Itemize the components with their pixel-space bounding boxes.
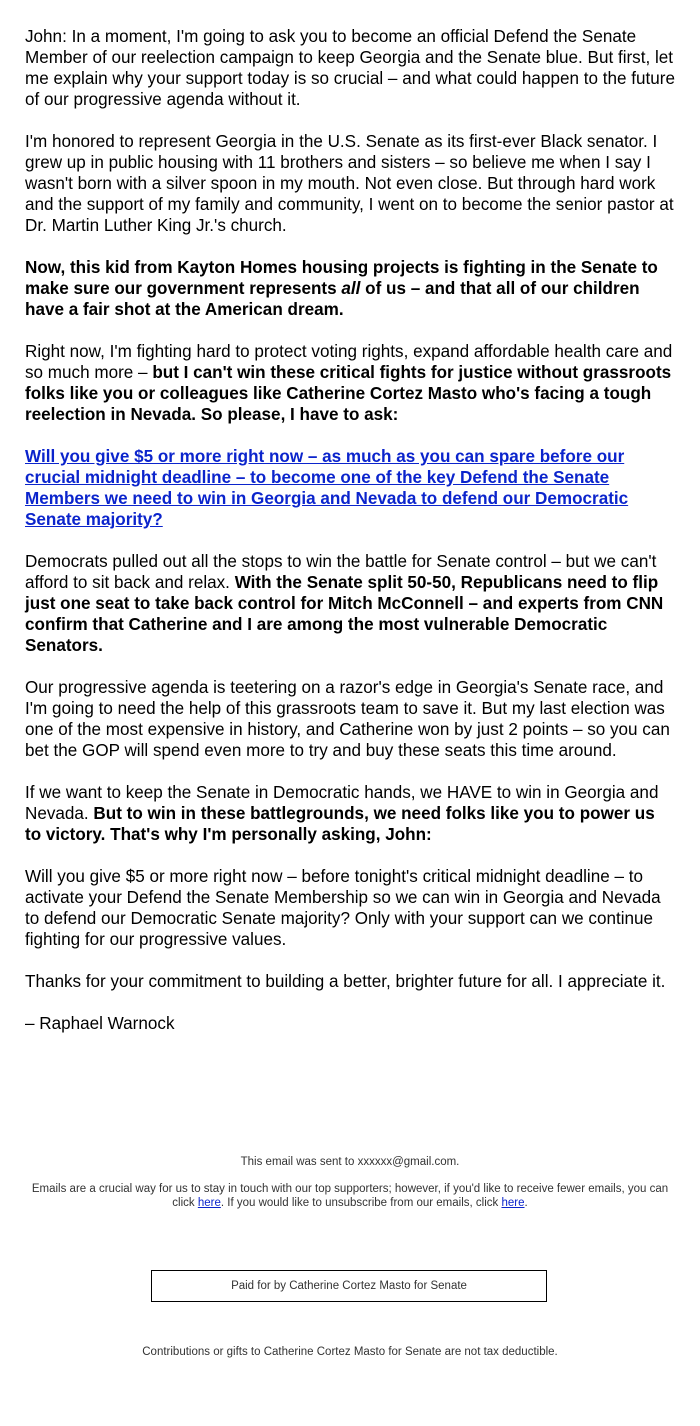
- fewer-emails-link[interactable]: here: [197, 1197, 221, 1209]
- senate-control-text: Democrats pulled out all the stops to win the battle for Senate control – but we can't afford to sit back and relax.: [25, 552, 657, 592]
- sent-to-prefix: This email was sent to: [240, 1156, 358, 1168]
- tax-disclaimer: Contributions or gifts to Catherine Cortez Masto for Senate are not tax deductible.: [142, 1346, 558, 1358]
- battleground-paragraph: [25, 782, 675, 845]
- fight-paragraph: [25, 341, 675, 425]
- unsubscribe-link[interactable]: here: [501, 1197, 525, 1209]
- sent-to-suffix: .: [456, 1156, 460, 1168]
- fight-bold-text: but I can't win these critical fights for justice without grassroots folks like you or colleagues like Catherine Cortez Masto who's facing a tough reelection in Nevada. So please, I have to ask:: [25, 363, 672, 424]
- mission-text-end: of us – and that all of our children have a fair shot at the American dream.: [25, 279, 640, 319]
- frequency-text-b: . If you would like to unsubscribe from our emails, click: [220, 1197, 502, 1209]
- email-body: [25, 26, 675, 1055]
- thanks-paragraph: Thanks for your commitment to building a better, brighter future for all. I appreciate it.: [25, 972, 666, 991]
- ask-paragraph: Will you give $5 or more right now – before tonight's critical midnight deadline – to activate your Defend the Senate Membership so we can win in Georgia and Nevada to defend our Democratic Senate majority? Only with your support can we continue fighting for our progressive values.: [25, 867, 661, 949]
- paid-for-text: Paid for by Catherine Cortez Masto for Senate: [231, 1280, 467, 1292]
- intro-paragraph: John: In a moment, I'm going to ask you to become an official Defend the Senate Member of our reelection campaign to keep Georgia and the Senate blue. But first, let me explain why your support today is so crucial – and what could happen to the future of our progressive agenda without it.: [25, 27, 675, 109]
- frequency-text-c: .: [524, 1197, 528, 1209]
- email-footer: [0, 1155, 700, 1210]
- battleground-bold-text: But to win in these battlegrounds, we need folks like you to power us to victory. That's why I'm personally asking, John:: [25, 804, 655, 844]
- sent-to-line: [0, 1155, 700, 1169]
- frequency-text-a: Emails are a crucial way for us to stay in touch with our top supporters; however, if you'd like to receive fewer emails, you can click: [31, 1183, 669, 1209]
- fight-text: Right now, I'm fighting hard to protect voting rights, expand affordable health care and so much more –: [25, 342, 673, 382]
- email-frequency-notice: [30, 1182, 670, 1210]
- mission-emphasis: all: [341, 279, 361, 298]
- battleground-text: If we want to keep the Senate in Democratic hands, we HAVE to win in Georgia and Nevada.: [25, 783, 659, 823]
- mission-bold-text: [25, 258, 658, 319]
- senate-control-paragraph: [25, 551, 675, 656]
- background-paragraph: I'm honored to represent Georgia in the U.S. Senate as its first-ever Black senator. I grew up in public housing with 11 brothers and sisters – so believe me when I say I wasn't born with a silver spoon in my mouth. Not even close. But through hard work and the support of my family and community, I went on to become the senior pastor at Dr. Martin Luther King Jr.'s church.: [25, 132, 674, 235]
- recipient-email: xxxxxx@gmail.com: [357, 1156, 457, 1168]
- mission-paragraph: [25, 257, 675, 320]
- cta-paragraph: [25, 446, 675, 530]
- senate-control-bold-text: With the Senate split 50-50, Republicans need to flip just one seat to take back control for Mitch McConnell – and experts from CNN confirm that Catherine and I are among the most vulnerable Democratic Senators.: [25, 573, 664, 655]
- paid-for-disclaimer: [151, 1270, 547, 1302]
- signature: – Raphael Warnock: [25, 1014, 175, 1033]
- mission-text-start: Now, this kid from Kayton Homes housing projects is fighting in the Senate to make sure our government represents: [25, 258, 658, 298]
- donate-link[interactable]: Will you give $5 or more right now – as much as you can spare before our crucial midnight deadline – to become one of the key Defend the Senate Members we need to win in Georgia and Nevada to defend our Democratic Senate majority?: [25, 447, 629, 529]
- agenda-paragraph: Our progressive agenda is teetering on a razor's edge in Georgia's Senate race, and I'm going to need the help of this grassroots team to save it. But my last election was one of the most expensive in history, and Catherine won by just 2 points – so you can bet the GOP will spend even more to try and buy these seats this time around.: [25, 678, 670, 760]
